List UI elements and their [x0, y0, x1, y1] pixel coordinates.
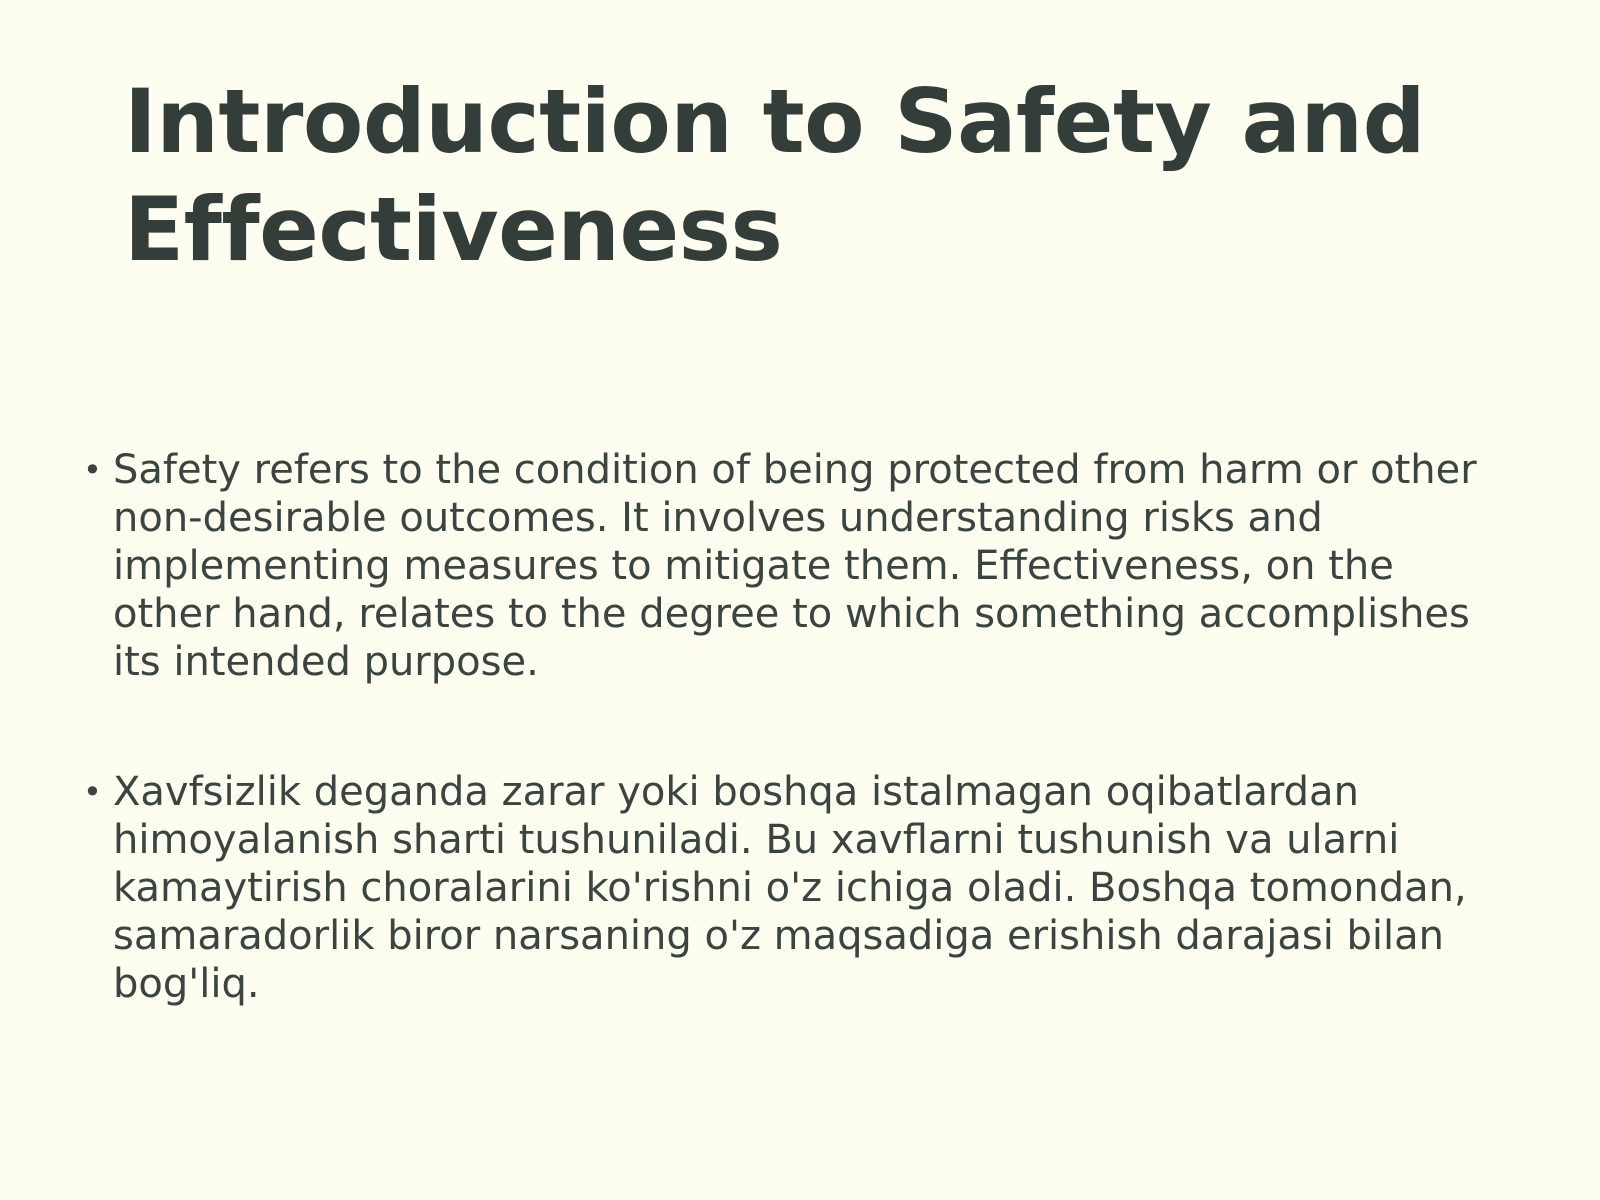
- bullet-text: Safety refers to the condition of being protected from harm or other non-desirable outcomes. It involves understanding risks and implementing measures to mitigate them. Effectiveness, on the other hand, relates to the degree to which something accomplishes its intended purpose.: [113, 447, 1477, 685]
- bullet-item-english: [80, 446, 1520, 686]
- bullet-item-uzbek: [80, 768, 1520, 1008]
- bullet-text: Xavfsizlik deganda zarar yoki boshqa istalmagan oqibatlardan himoyalanish sharti tushuniladi. Bu xavflarni tushunish va ularni kamaytirish choralarini ko'rishni o'z ichiga oladi. Boshqa tomondan, samaradorlik biror narsaning o'z maqsadiga erishish darajasi bilan bog'liq.: [113, 769, 1467, 1007]
- bullet-marker: •: [83, 773, 102, 811]
- slide-title: Introduction to Safety and Effectiveness: [124, 70, 1426, 281]
- bullet-marker: •: [83, 451, 102, 489]
- bullet-list: [80, 446, 1520, 1008]
